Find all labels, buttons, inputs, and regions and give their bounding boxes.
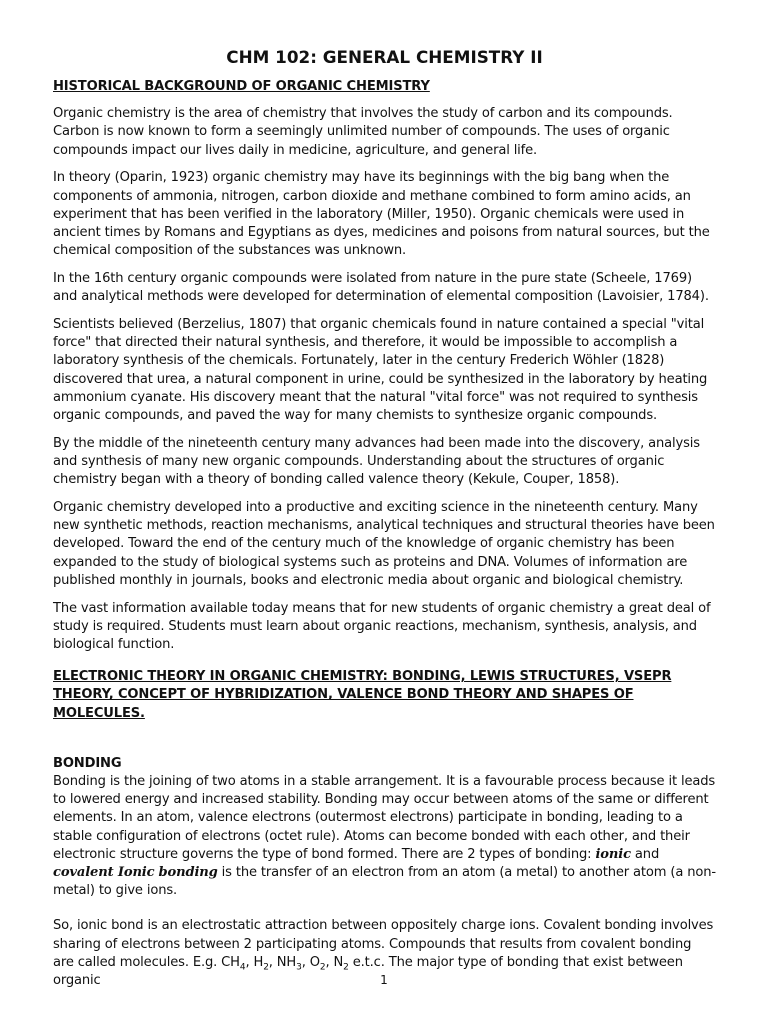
section-heading-historical: HISTORICAL BACKGROUND OF ORGANIC CHEMISTRY: [53, 79, 430, 94]
text-segment: e.t.c. The major type of bonding that exist between organic: [53, 954, 683, 989]
bonding-text: Bonding is the joining of two atoms in a stable arrangement. It is a favourable process because it leads to lowered energy and increased stability. Bonding may occur between atoms of the same or different elements. In an atom, valence electrons (outermost electrons) participate in bonding, leading to a stable configuration of electrons (octet rule). Atoms can become bonded with each other, and their electronic structure governs the type of bond formed. There are 2 types of bonding:: [53, 774, 716, 862]
paragraph: By the middle of the nineteenth century many advances had been made into the discovery, analysis and synthesis of many new organic compounds. Understanding about the structures of organic chemistry began with a theory of bonding called valence theory (Kekule, Couper, 1858).: [53, 435, 700, 488]
document-page: [53, 46, 716, 1000]
page-number: 1: [380, 973, 388, 987]
subscript: 2: [319, 962, 326, 973]
document-title: CHM 102: GENERAL CHEMISTRY II: [226, 47, 543, 67]
paragraph: Organic chemistry is the area of chemistry that involves the study of carbon and its compounds. Carbon is now known to form a seemingly unlimited number of compounds. The uses of organic compounds impact our lives daily in medicine, agriculture, and general life.: [53, 106, 673, 158]
term-bonding: bonding: [158, 865, 218, 881]
paragraph: In the 16th century organic compounds were isolated from nature in the pure state (Scheele, 1769) and analytical methods were developed for determination of elemental composition (Lavoisier, 1784).: [53, 271, 709, 305]
paragraph-bonding: [53, 773, 716, 900]
paragraph: The vast information available today means that for new students of organic chemistry a great deal of study is required. Students must learn about organic reactions, mechanism, synthesis, analysis, and biological function.: [53, 600, 711, 653]
paragraph: Organic chemistry developed into a productive and exciting science in the nineteenth century. Many new synthetic methods, reaction mechanisms, analytical techniques and structural theories have been developed. Toward the end of the century much of the knowledge of organic chemistry has been expanded to the study of biological systems such as proteins and DNA. Volumes of information are published monthly in journals, books and electronic media about organic and biological chemistry.: [53, 500, 715, 588]
and-word: and: [630, 846, 660, 862]
text-segment: , H: [245, 954, 264, 970]
subscript: 2: [343, 962, 349, 973]
term-covalent-ionic: covalent Ionic: [53, 865, 155, 881]
text-segment: , O: [301, 954, 320, 970]
subscript: 2: [263, 962, 269, 973]
section-heading-electronic-theory: ELECTRONIC THEORY IN ORGANIC CHEMISTRY: BONDING, LEWIS STRUCTURES, VSEPR THEORY, CONCEPT OF HYBRIDIZATION, VALENCE BOND THEORY AND SHAPES OF MOLECULES.: [53, 669, 672, 721]
text-segment: , NH: [268, 954, 297, 970]
subscript: 4: [239, 962, 246, 973]
subscript: 3: [296, 962, 302, 973]
paragraph: In theory (Oparin, 1923) organic chemistry may have its beginnings with the big bang when the components of ammonia, nitrogen, carbon dioxide and methane combined to form amino acids, an experiment that has been verified in the laboratory (Miller, 1950). Organic chemicals were used in ancient times by Romans and Egyptians as dyes, medicines and poisons from natural sources, but the chemical composition of the substances was unknown.: [53, 170, 710, 259]
text-segment: , N: [325, 954, 344, 970]
bonding-text-end: is the transfer of an electron from an atom (a metal) to another atom (a non-metal) to give ions.: [53, 865, 716, 899]
paragraph: Scientists believed (Berzelius, 1807) that organic chemicals found in nature contained a special "vital force" that directed their natural synthesis, and therefore, it would be impossible to accomplish a laboratory synthesis of the chemicals. Fortunately, later in the century Frederich Wöhler (1828) discovered that urea, a natural component in urine, could be synthesized in the laboratory by heating ammonium cyanate. His discovery meant that the natural "vital force" was not required to synthesis organic compounds, and paved the way for many chemists to synthesize organic compounds.: [53, 317, 708, 424]
text-segment: So, ionic bond is an electrostatic attraction between oppositely charge ions. Covalent bonding involves sharing of electrons between 2 participating atoms. Compounds that results from covalent bonding are called molecules. E.g. CH: [53, 918, 714, 970]
term-ionic: ionic: [595, 846, 631, 862]
subheading-bonding: BONDING: [53, 755, 122, 771]
